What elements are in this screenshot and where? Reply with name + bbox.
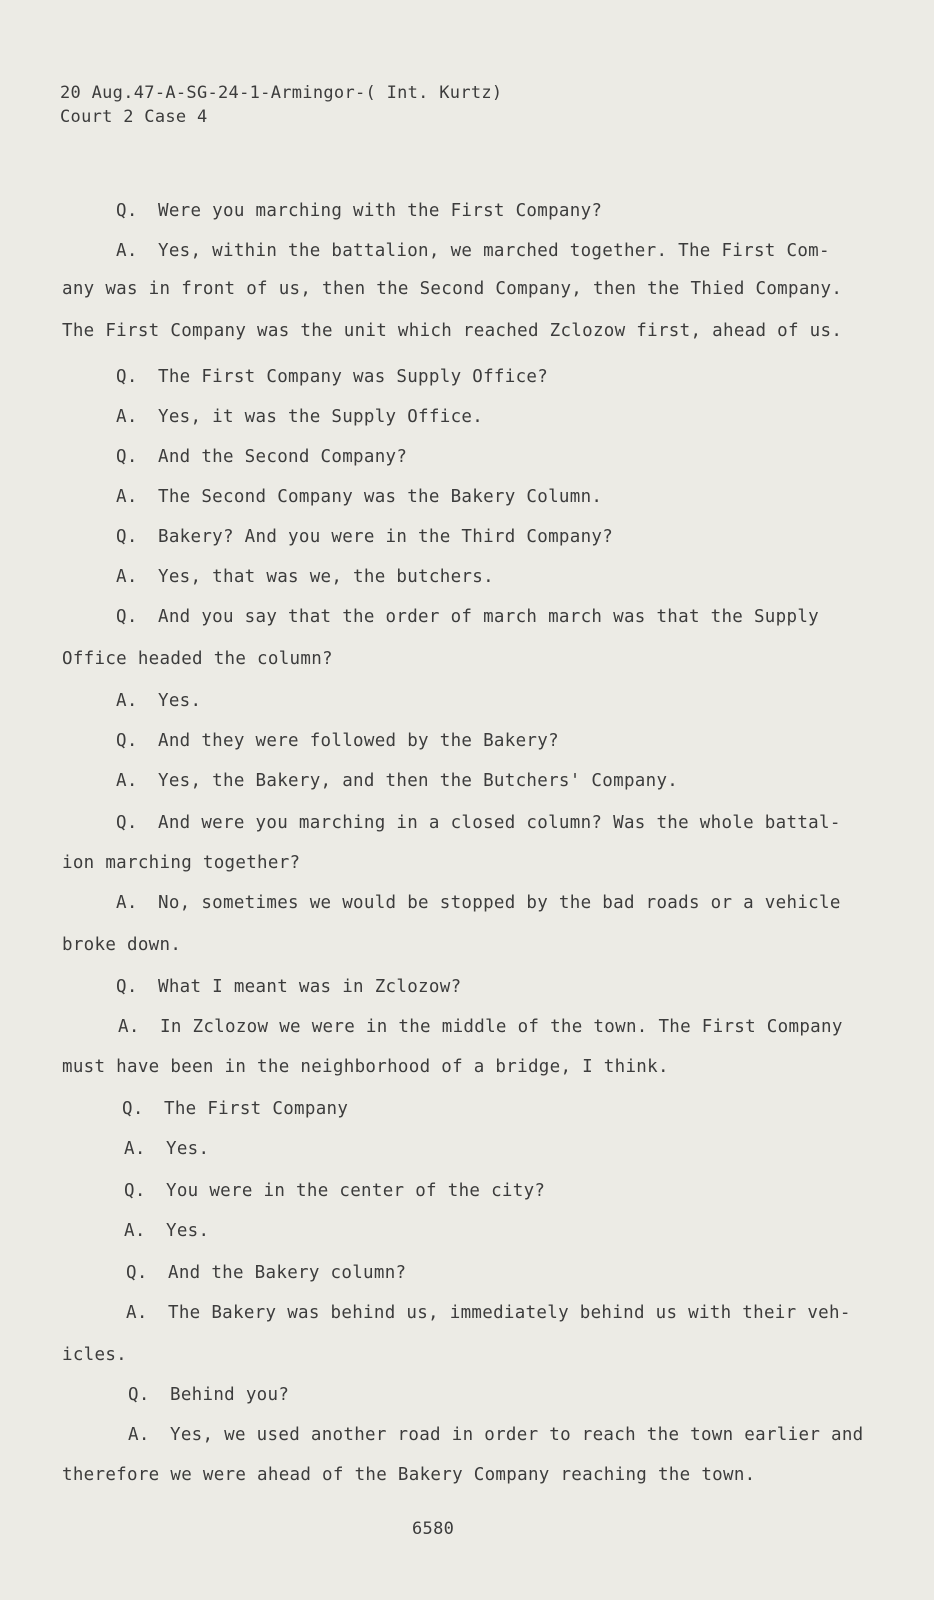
speaker-label: A. xyxy=(116,771,138,791)
speaker-label: A. xyxy=(126,1303,148,1323)
answer-line xyxy=(116,486,602,508)
line-text: Yes, it was the Supply Office. xyxy=(158,407,484,427)
continuation-line: broke down. xyxy=(62,935,182,955)
line-text: And the Second Company? xyxy=(158,447,408,467)
question-line xyxy=(124,1180,545,1202)
line-text: The Bakery was behind us, immediately behind us with their veh- xyxy=(168,1303,851,1323)
speaker-label: Q. xyxy=(116,607,138,627)
header-line-1: 20 Aug.47-A-SG-24-1-Armingor-( Int. Kurtz) xyxy=(60,83,503,103)
answer-line xyxy=(118,1016,843,1038)
question-line xyxy=(116,730,559,752)
continuation-line: ion marching together? xyxy=(62,853,301,873)
question-line xyxy=(122,1098,348,1120)
line-text: The First Company xyxy=(164,1099,349,1119)
continuation-line: The First Company was the unit which reached Zclozow first, ahead of us. xyxy=(62,321,843,341)
speaker-label: A. xyxy=(128,1425,150,1445)
question-line xyxy=(116,812,841,834)
answer-line xyxy=(116,892,841,914)
line-text: Yes, that was we, the butchers. xyxy=(158,567,494,587)
answer-line xyxy=(126,1302,851,1324)
speaker-label: Q. xyxy=(122,1099,144,1119)
continuation-line: must have been in the neighborhood of a bridge, I think. xyxy=(62,1057,669,1077)
speaker-label: Q. xyxy=(116,977,138,997)
line-text: And were you marching in a closed column? Was the whole battal- xyxy=(158,813,841,833)
speaker-label: A. xyxy=(116,407,138,427)
line-text: Yes, the Bakery, and then the Butchers' Company. xyxy=(158,771,679,791)
line-text: Were you marching with the First Company? xyxy=(158,201,603,221)
line-text: And you say that the order of march march was that the Supply xyxy=(158,607,819,627)
speaker-label: Q. xyxy=(116,731,138,751)
question-line xyxy=(116,526,613,548)
line-text: You were in the center of the city? xyxy=(166,1181,546,1201)
speaker-label: A. xyxy=(116,893,138,913)
line-text: Yes. xyxy=(166,1139,210,1159)
speaker-label: A. xyxy=(124,1221,146,1241)
answer-line xyxy=(116,690,201,712)
continuation-line: Office headed the column? xyxy=(62,649,333,669)
continuation-line: icles. xyxy=(62,1345,128,1365)
line-text: And they were followed by the Bakery? xyxy=(158,731,559,751)
speaker-label: A. xyxy=(116,487,138,507)
continuation-line: therefore we were ahead of the Bakery Company reaching the town. xyxy=(62,1465,756,1485)
answer-line xyxy=(124,1138,209,1160)
line-text: Yes, we used another road in order to reach the town earlier and xyxy=(170,1425,864,1445)
speaker-label: A. xyxy=(124,1139,146,1159)
question-line xyxy=(126,1262,406,1284)
speaker-label: Q. xyxy=(116,367,138,387)
question-line xyxy=(116,446,407,468)
line-text: No, sometimes we would be stopped by the bad roads or a vehicle xyxy=(158,893,841,913)
line-text: In Zclozow we were in the middle of the town. The First Company xyxy=(160,1017,843,1037)
speaker-label: A. xyxy=(116,567,138,587)
answer-line xyxy=(116,770,678,792)
answer-line xyxy=(128,1424,864,1446)
answer-line xyxy=(124,1220,209,1242)
line-text: Yes, within the battalion, we marched together. The First Com- xyxy=(158,241,830,261)
speaker-label: Q. xyxy=(116,527,138,547)
line-text: Behind you? xyxy=(170,1385,290,1405)
question-line xyxy=(128,1384,289,1406)
speaker-label: A. xyxy=(118,1017,140,1037)
speaker-label: Q. xyxy=(126,1263,148,1283)
speaker-label: A. xyxy=(116,691,138,711)
line-text: Yes. xyxy=(158,691,202,711)
line-text: What I meant was in Zclozow? xyxy=(158,977,462,997)
continuation-line: any was in front of us, then the Second Company, then the Thied Company. xyxy=(62,279,843,299)
line-text: Yes. xyxy=(166,1221,210,1241)
line-text: The First Company was Supply Office? xyxy=(158,367,549,387)
answer-line xyxy=(116,406,483,428)
speaker-label: Q. xyxy=(116,813,138,833)
header-line-2: Court 2 Case 4 xyxy=(60,107,208,127)
line-text: Bakery? And you were in the Third Company? xyxy=(158,527,614,547)
answer-line xyxy=(116,240,830,262)
speaker-label: Q. xyxy=(128,1385,150,1405)
line-text: And the Bakery column? xyxy=(168,1263,407,1283)
question-line xyxy=(116,200,602,222)
speaker-label: Q. xyxy=(116,447,138,467)
speaker-label: Q. xyxy=(116,201,138,221)
answer-line xyxy=(116,566,494,588)
speaker-label: Q. xyxy=(124,1181,146,1201)
question-line xyxy=(116,606,819,628)
question-line xyxy=(116,976,461,998)
page-number: 6580 xyxy=(412,1519,455,1539)
speaker-label: A. xyxy=(116,241,138,261)
question-line xyxy=(116,366,548,388)
line-text: The Second Company was the Bakery Column. xyxy=(158,487,603,507)
